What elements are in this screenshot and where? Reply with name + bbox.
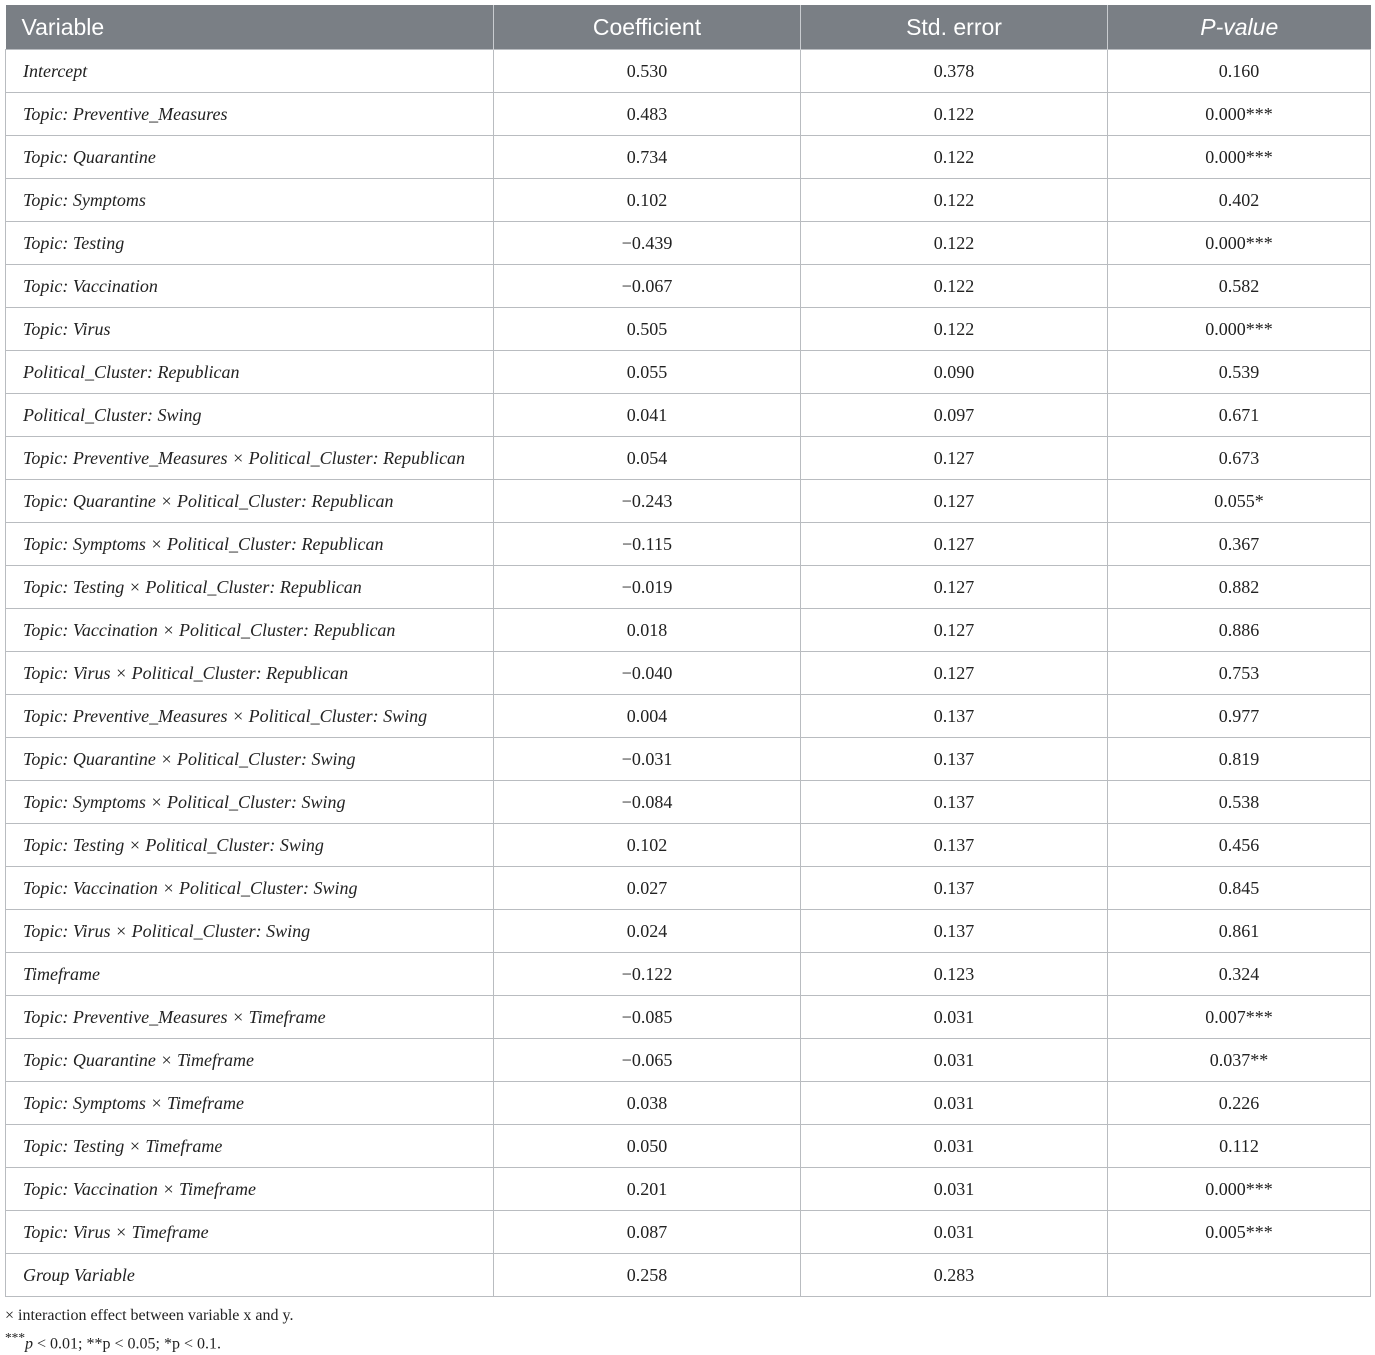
table-row — [6, 308, 1371, 351]
table-row — [6, 996, 1371, 1039]
footnote-interaction: × interaction effect between variable x and y. — [5, 1307, 294, 1324]
cell-coefficient: −0.084 — [494, 781, 801, 824]
cell-std-error: 0.122 — [801, 265, 1108, 308]
cell-variable: Topic: Symptoms × Timeframe — [6, 1082, 494, 1125]
cell-variable: Topic: Symptoms × Political_Cluster: Republican — [6, 523, 494, 566]
table-row — [6, 781, 1371, 824]
cell-variable: Topic: Testing × Political_Cluster: Swing — [6, 824, 494, 867]
cell-variable: Topic: Testing × Political_Cluster: Republican — [6, 566, 494, 609]
cell-coefficient: −0.031 — [494, 738, 801, 781]
cell-variable: Topic: Preventive_Measures — [6, 93, 494, 136]
table-row — [6, 1082, 1371, 1125]
cell-coefficient: 0.024 — [494, 910, 801, 953]
table-body — [6, 50, 1371, 1297]
cell-p-value: 0.055* — [1108, 480, 1371, 523]
cell-std-error: 0.122 — [801, 308, 1108, 351]
cell-variable: Topic: Testing — [6, 222, 494, 265]
cell-variable: Timeframe — [6, 953, 494, 996]
cell-variable: Topic: Virus × Political_Cluster: Swing — [6, 910, 494, 953]
header-row — [6, 5, 1371, 50]
table-row — [6, 1039, 1371, 1082]
cell-p-value: 0.539 — [1108, 351, 1371, 394]
table-row — [6, 523, 1371, 566]
table-row — [6, 652, 1371, 695]
footnotes — [5, 1305, 293, 1355]
cell-p-value: 0.819 — [1108, 738, 1371, 781]
footnote-sig1-mark: *** — [5, 1330, 25, 1345]
cell-std-error: 0.122 — [801, 93, 1108, 136]
header-coefficient: Coefficient — [494, 5, 801, 50]
cell-p-value: 0.671 — [1108, 394, 1371, 437]
table-row — [6, 265, 1371, 308]
cell-p-value: 0.845 — [1108, 867, 1371, 910]
cell-p-value: 0.886 — [1108, 609, 1371, 652]
cell-std-error: 0.090 — [801, 351, 1108, 394]
cell-p-value: 0.000*** — [1108, 1168, 1371, 1211]
cell-coefficient: 0.734 — [494, 136, 801, 179]
table-row — [6, 50, 1371, 93]
cell-std-error: 0.127 — [801, 480, 1108, 523]
cell-std-error: 0.031 — [801, 1125, 1108, 1168]
cell-variable: Topic: Virus — [6, 308, 494, 351]
cell-p-value: 0.005*** — [1108, 1211, 1371, 1254]
cell-variable: Topic: Virus × Political_Cluster: Republican — [6, 652, 494, 695]
cell-std-error: 0.127 — [801, 437, 1108, 480]
cell-p-value: 0.753 — [1108, 652, 1371, 695]
footnote-sig1-rest: < 0.01; — [33, 1335, 87, 1353]
cell-variable: Topic: Quarantine × Political_Cluster: Republican — [6, 480, 494, 523]
table-row — [6, 738, 1371, 781]
cell-p-value: 0.112 — [1108, 1125, 1371, 1168]
cell-p-value: 0.000*** — [1108, 222, 1371, 265]
cell-p-value — [1108, 1254, 1371, 1297]
cell-std-error: 0.137 — [801, 867, 1108, 910]
cell-std-error: 0.123 — [801, 953, 1108, 996]
cell-std-error: 0.031 — [801, 996, 1108, 1039]
cell-variable: Topic: Symptoms — [6, 179, 494, 222]
header-p-value-label: P-value — [1200, 13, 1279, 40]
cell-p-value: 0.000*** — [1108, 136, 1371, 179]
cell-variable: Group Variable — [6, 1254, 494, 1297]
cell-coefficient: −0.019 — [494, 566, 801, 609]
table-row — [6, 1211, 1371, 1254]
cell-std-error: 0.031 — [801, 1168, 1108, 1211]
cell-std-error: 0.127 — [801, 523, 1108, 566]
cell-std-error: 0.127 — [801, 609, 1108, 652]
table-row — [6, 1125, 1371, 1168]
cell-variable: Topic: Preventive_Measures × Timeframe — [6, 996, 494, 1039]
cell-std-error: 0.378 — [801, 50, 1108, 93]
cell-coefficient: 0.055 — [494, 351, 801, 394]
cell-std-error: 0.122 — [801, 136, 1108, 179]
cell-coefficient: 0.530 — [494, 50, 801, 93]
footnote-sig3: *p < 0.1. — [163, 1335, 221, 1353]
cell-std-error: 0.097 — [801, 394, 1108, 437]
cell-coefficient: 0.505 — [494, 308, 801, 351]
table-row — [6, 609, 1371, 652]
cell-p-value: 0.538 — [1108, 781, 1371, 824]
cell-coefficient: 0.041 — [494, 394, 801, 437]
cell-variable: Political_Cluster: Swing — [6, 394, 494, 437]
footnote-significance — [5, 1327, 293, 1355]
cell-coefficient: −0.067 — [494, 265, 801, 308]
table-row — [6, 93, 1371, 136]
table-row — [6, 179, 1371, 222]
table-row — [6, 437, 1371, 480]
cell-std-error: 0.127 — [801, 566, 1108, 609]
cell-coefficient: 0.483 — [494, 93, 801, 136]
cell-coefficient: 0.102 — [494, 179, 801, 222]
cell-p-value: 0.456 — [1108, 824, 1371, 867]
cell-variable: Topic: Vaccination × Political_Cluster: Swing — [6, 867, 494, 910]
cell-coefficient: −0.243 — [494, 480, 801, 523]
cell-std-error: 0.137 — [801, 910, 1108, 953]
table-row — [6, 695, 1371, 738]
cell-p-value: 0.402 — [1108, 179, 1371, 222]
cell-std-error: 0.137 — [801, 781, 1108, 824]
cell-coefficient: −0.439 — [494, 222, 801, 265]
cell-coefficient: 0.050 — [494, 1125, 801, 1168]
footnote-sig1-p: p — [25, 1335, 33, 1353]
cell-p-value: 0.160 — [1108, 50, 1371, 93]
header-variable: Variable — [6, 5, 494, 50]
cell-coefficient: 0.102 — [494, 824, 801, 867]
regression-table — [5, 5, 1371, 1297]
cell-coefficient: 0.087 — [494, 1211, 801, 1254]
cell-p-value: 0.037** — [1108, 1039, 1371, 1082]
cell-coefficient: 0.018 — [494, 609, 801, 652]
cell-coefficient: −0.040 — [494, 652, 801, 695]
cell-coefficient: −0.115 — [494, 523, 801, 566]
cell-p-value: 0.000*** — [1108, 308, 1371, 351]
header-std-error: Std. error — [801, 5, 1108, 50]
cell-p-value: 0.324 — [1108, 953, 1371, 996]
cell-std-error: 0.283 — [801, 1254, 1108, 1297]
cell-std-error: 0.137 — [801, 824, 1108, 867]
cell-p-value: 0.977 — [1108, 695, 1371, 738]
cell-variable: Topic: Symptoms × Political_Cluster: Swing — [6, 781, 494, 824]
table-row — [6, 1254, 1371, 1297]
cell-variable: Topic: Quarantine × Political_Cluster: Swing — [6, 738, 494, 781]
cell-variable: Topic: Virus × Timeframe — [6, 1211, 494, 1254]
table-row — [6, 1168, 1371, 1211]
table-row — [6, 394, 1371, 437]
cell-coefficient: 0.201 — [494, 1168, 801, 1211]
cell-std-error: 0.127 — [801, 652, 1108, 695]
cell-coefficient: 0.027 — [494, 867, 801, 910]
cell-coefficient: 0.038 — [494, 1082, 801, 1125]
table-row — [6, 910, 1371, 953]
cell-variable: Topic: Vaccination — [6, 265, 494, 308]
cell-variable: Topic: Preventive_Measures × Political_Cluster: Swing — [6, 695, 494, 738]
footnote-sig2: **p < 0.05; — [86, 1335, 164, 1353]
cell-p-value: 0.367 — [1108, 523, 1371, 566]
cell-std-error: 0.137 — [801, 695, 1108, 738]
cell-coefficient: 0.258 — [494, 1254, 801, 1297]
cell-p-value: 0.582 — [1108, 265, 1371, 308]
cell-coefficient: 0.004 — [494, 695, 801, 738]
cell-std-error: 0.122 — [801, 222, 1108, 265]
cell-p-value: 0.226 — [1108, 1082, 1371, 1125]
cell-variable: Topic: Preventive_Measures × Political_Cluster: Republican — [6, 437, 494, 480]
cell-std-error: 0.031 — [801, 1082, 1108, 1125]
cell-coefficient: −0.085 — [494, 996, 801, 1039]
table-row — [6, 351, 1371, 394]
cell-std-error: 0.137 — [801, 738, 1108, 781]
table-row — [6, 480, 1371, 523]
cell-std-error: 0.031 — [801, 1039, 1108, 1082]
cell-coefficient: −0.065 — [494, 1039, 801, 1082]
table-row — [6, 824, 1371, 867]
cell-variable: Topic: Testing × Timeframe — [6, 1125, 494, 1168]
cell-p-value: 0.673 — [1108, 437, 1371, 480]
cell-coefficient: −0.122 — [494, 953, 801, 996]
cell-p-value: 0.000*** — [1108, 93, 1371, 136]
cell-variable: Topic: Vaccination × Political_Cluster: Republican — [6, 609, 494, 652]
cell-std-error: 0.122 — [801, 179, 1108, 222]
header-p-value — [1108, 5, 1371, 50]
cell-coefficient: 0.054 — [494, 437, 801, 480]
cell-variable: Topic: Quarantine — [6, 136, 494, 179]
cell-p-value: 0.861 — [1108, 910, 1371, 953]
table-row — [6, 953, 1371, 996]
cell-p-value: 0.882 — [1108, 566, 1371, 609]
cell-std-error: 0.031 — [801, 1211, 1108, 1254]
table-row — [6, 867, 1371, 910]
cell-variable: Topic: Vaccination × Timeframe — [6, 1168, 494, 1211]
table-row — [6, 566, 1371, 609]
regression-table-container — [5, 5, 1370, 1297]
cell-p-value: 0.007*** — [1108, 996, 1371, 1039]
cell-variable: Topic: Quarantine × Timeframe — [6, 1039, 494, 1082]
cell-variable: Intercept — [6, 50, 494, 93]
cell-variable: Political_Cluster: Republican — [6, 351, 494, 394]
table-row — [6, 136, 1371, 179]
table-row — [6, 222, 1371, 265]
